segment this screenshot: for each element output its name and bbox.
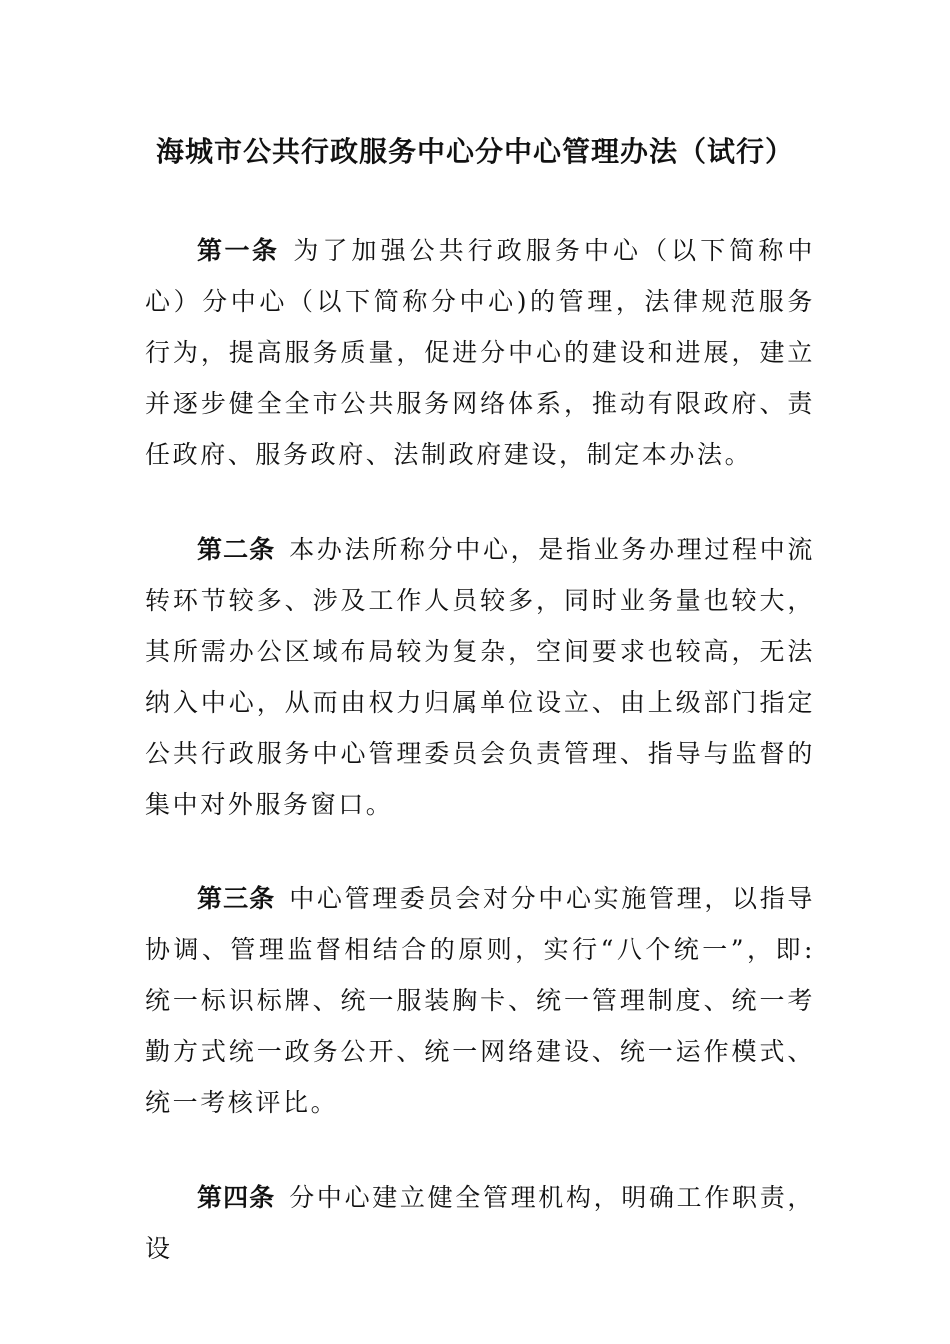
article-2-label: 第二条 xyxy=(197,535,276,564)
article-2-text: 本办法所称分中心，是指业务办理过程中流转环节较多、涉及工作人员较多，同时业务量也较大，其所需办公区域布局较为复杂，空间要求也较高，无法纳入中心，从而由权力归属单位设立、由上级部门指定公共行政服务中心管理委员会负责管理、指导与监督的集中对外服务窗口。 xyxy=(145,535,815,819)
article-4-label: 第四条 xyxy=(197,1183,276,1212)
article-1 xyxy=(145,225,815,480)
article-1-label: 第一条 xyxy=(197,236,280,265)
article-2 xyxy=(145,524,815,830)
article-4-text: 分中心建立健全管理机构，明确工作职责，设 xyxy=(145,1183,815,1263)
article-4 xyxy=(145,1172,815,1274)
article-3-label: 第三条 xyxy=(197,884,276,913)
article-3 xyxy=(145,873,815,1128)
article-3-text: 中心管理委员会对分中心实施管理，以指导协调、管理监督相结合的原则，实行“八个统一”，即:统一标识标牌、统一服装胸卡、统一管理制度、统一考勤方式统一政务公开、统一网络建设、统一运作模式、统一考核评比。 xyxy=(145,884,815,1117)
document-title: 海城市公共行政服务中心分中心管理办法（试行） xyxy=(155,135,794,168)
article-1-text: 为了加强公共行政服务中心（以下简称中心）分中心（以下简称分中心)的管理，法律规范服务行为，提高服务质量，促进分中心的建设和进展，建立并逐步健全全市公共服务网络体系，推动有限政府、责任政府、服务政府、法制政府建设，制定本办法。 xyxy=(145,236,815,469)
